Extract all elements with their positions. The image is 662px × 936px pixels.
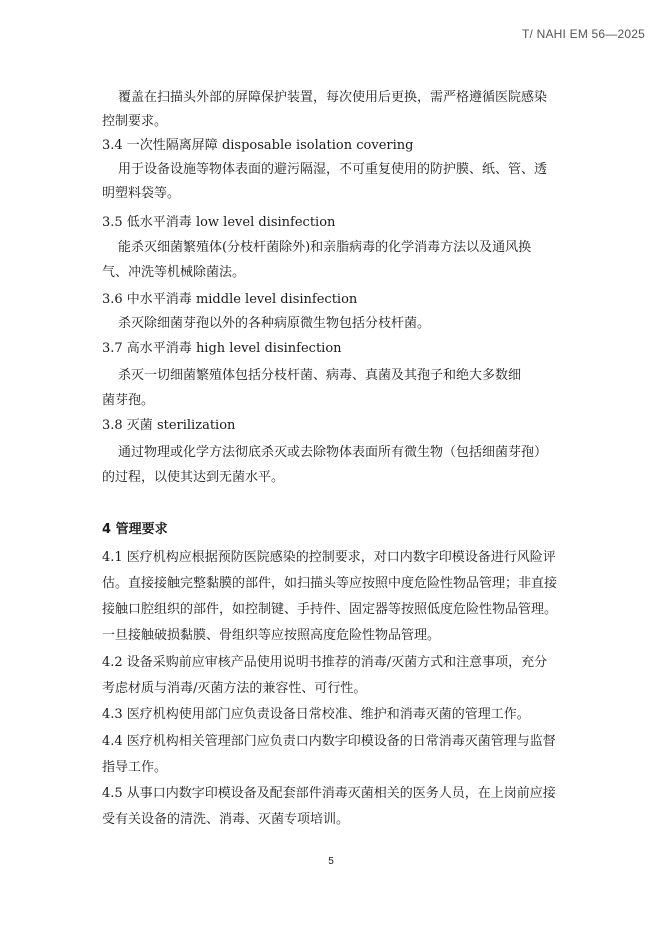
text-line: 杀灭一切细菌繁殖体包括分枝杆菌、病毒、真菌及其孢子和绝大多数细 <box>118 368 522 383</box>
text-line: 菌芽孢。 <box>102 393 155 408</box>
section-heading-3-6: 3.6 中水平消毒 middle level disinfection <box>102 292 358 307</box>
text-line: 4.3 医疗机构使用部门应负责设备日常校准、维护和消毒灭菌的管理工作。 <box>102 707 530 722</box>
text-line: 明塑料袋等。 <box>102 186 181 201</box>
text-line: 4.2 设备采购前应审核产品使用说明书推荐的消毒/灭菌方式和注意事项，充分 <box>102 655 548 670</box>
text-line: 通过物理或化学方法彻底杀灭或去除物体表面所有微生物（包括细菌芽孢） <box>118 445 548 460</box>
text-line: 覆盖在扫描头外部的屏障保护装置，每次使用后更换，需严格遵循医院感染 <box>118 90 548 105</box>
page-number: 5 <box>328 856 334 867</box>
text-line: 一旦接触破损黏膜、骨组织等应按照高度危险性物品管理。 <box>102 628 441 643</box>
text-line: 考虑材质与消毒/灭菌方法的兼容性、可行性。 <box>102 681 367 696</box>
text-line: 4.1 医疗机构应根据预防医院感染的控制要求，对口内数字印模设备进行风险评 <box>102 550 556 565</box>
section-heading-3-5: 3.5 低水平消毒 low level disinfection <box>102 215 336 230</box>
text-line: 受有关设备的清洗、消毒、灭菌专项培训。 <box>102 812 350 827</box>
text-line: 的过程，以使其达到无菌水平。 <box>102 470 285 485</box>
text-line: 接触口腔组织的部件，如控制键、手持件、固定器等按照低度危险性物品管理。 <box>102 602 558 617</box>
text-line: 控制要求。 <box>102 114 168 129</box>
text-line: 气、冲洗等机械除菌法。 <box>102 265 246 280</box>
text-line: 4.5 从事口内数字印模设备及配套部件消毒灭菌相关的医务人员，在上岗前应接 <box>102 786 556 801</box>
text-line: 用于设备设施等物体表面的避污隔湿，不可重复使用的防护膜、纸、管、透 <box>118 162 548 177</box>
section-heading-3-7: 3.7 高水平消毒 high level disinfection <box>102 341 342 356</box>
section-heading-3-4: 3.4 一次性隔离屏障 disposable isolation covering <box>102 138 414 153</box>
text-line: 4.4 医疗机构相关管理部门应负责口内数字印模设备的日常消毒灭菌管理与监督 <box>102 734 556 749</box>
document-code-header: T/ NAHI EM 56—2025 <box>522 27 645 41</box>
text-line: 杀灭除细菌芽孢以外的各种病原微生物包括分枝杆菌。 <box>118 316 431 331</box>
chapter-heading-4: 4 管理要求 <box>102 522 168 537</box>
text-line: 指导工作。 <box>102 760 168 775</box>
text-line: 估。直接接触完整黏膜的部件，如扫描头等应按照中度危险性物品管理；非直接 <box>102 576 558 591</box>
section-heading-3-8: 3.8 灭菌 sterilization <box>102 418 236 433</box>
text-line: 能杀灭细菌繁殖体(分枝杆菌除外)和亲脂病毒的化学消毒方法以及通风换 <box>118 240 532 255</box>
